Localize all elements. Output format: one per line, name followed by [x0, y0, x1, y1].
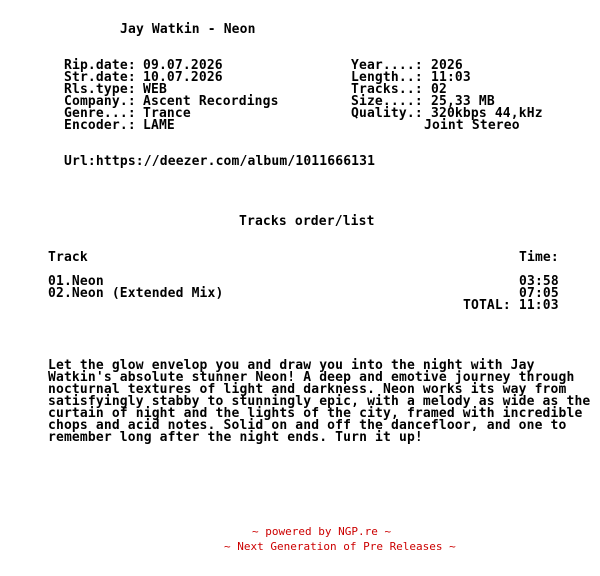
- year-value: 2026: [431, 58, 463, 73]
- rls-type-value: WEB: [143, 82, 167, 97]
- description-line: Watkin's absolute stunner Neon! A deep and emotive journey through: [48, 370, 575, 385]
- stereo-mode-value: Joint Stereo: [424, 118, 520, 133]
- encoder-value: LAME: [143, 118, 175, 133]
- description-line: chops and acid notes. Solid on and off the dancefloor, and one to: [48, 418, 567, 433]
- genre-value: Trance: [143, 106, 191, 121]
- description-line: remember long after the night ends. Turn it up!: [48, 430, 423, 445]
- year-label: Year....:: [351, 58, 423, 73]
- track-name: 02.Neon (Extended Mix): [48, 286, 224, 301]
- total-length: TOTAL: 11:03: [463, 298, 559, 313]
- tracks-heading: Tracks order/list: [239, 214, 375, 229]
- size-label: Size....:: [351, 94, 423, 109]
- tracks-count-label: Tracks..:: [351, 82, 423, 97]
- size-value: 25,33 MB: [431, 94, 495, 109]
- footer-powered-by: ~ powered by NGP.re ~: [252, 525, 392, 538]
- description-line: curtain of night and the lights of the city, framed with incredible: [48, 406, 583, 421]
- rls-type-label: Rls.type:: [64, 82, 136, 97]
- track-time: 03:58: [519, 274, 559, 289]
- quality-label: Quality.:: [351, 106, 423, 121]
- track-name: 01.Neon: [48, 274, 104, 289]
- tracks-count-value: 02: [431, 82, 447, 97]
- str-date-value: 10.07.2026: [143, 70, 223, 85]
- time-column-header: Time:: [519, 250, 559, 265]
- genre-label: Genre...:: [64, 106, 136, 121]
- encoder-label: Encoder.:: [64, 118, 136, 133]
- album-url: https://deezer.com/album/1011666131: [95, 154, 376, 169]
- description-line: satisfyingly stabby to stunningly epic, with a melody as wide as the: [48, 394, 591, 409]
- rip-date-value: 09.07.2026: [143, 58, 223, 73]
- footer-tagline: ~ Next Generation of Pre Releases ~: [224, 540, 456, 553]
- description-line: nocturnal textures of light and darkness. Neon works its way from: [48, 382, 567, 397]
- description-line: Let the glow envelop you and draw you into the night with Jay: [48, 358, 535, 373]
- company-label: Company.:: [64, 94, 136, 109]
- str-date-label: Str.date:: [64, 70, 136, 85]
- rip-date-label: Rip.date:: [64, 58, 136, 73]
- company-value: Ascent Recordings: [143, 94, 279, 109]
- length-value: 11:03: [431, 70, 471, 85]
- release-title: Jay Watkin - Neon: [120, 22, 256, 37]
- url-label: Url:: [64, 154, 96, 169]
- quality-value: 320kbps 44,kHz: [431, 106, 543, 121]
- track-time: 07:05: [519, 286, 559, 301]
- track-column-header: Track: [48, 250, 88, 265]
- url-line: [64, 156, 375, 168]
- length-label: Length..:: [351, 70, 423, 85]
